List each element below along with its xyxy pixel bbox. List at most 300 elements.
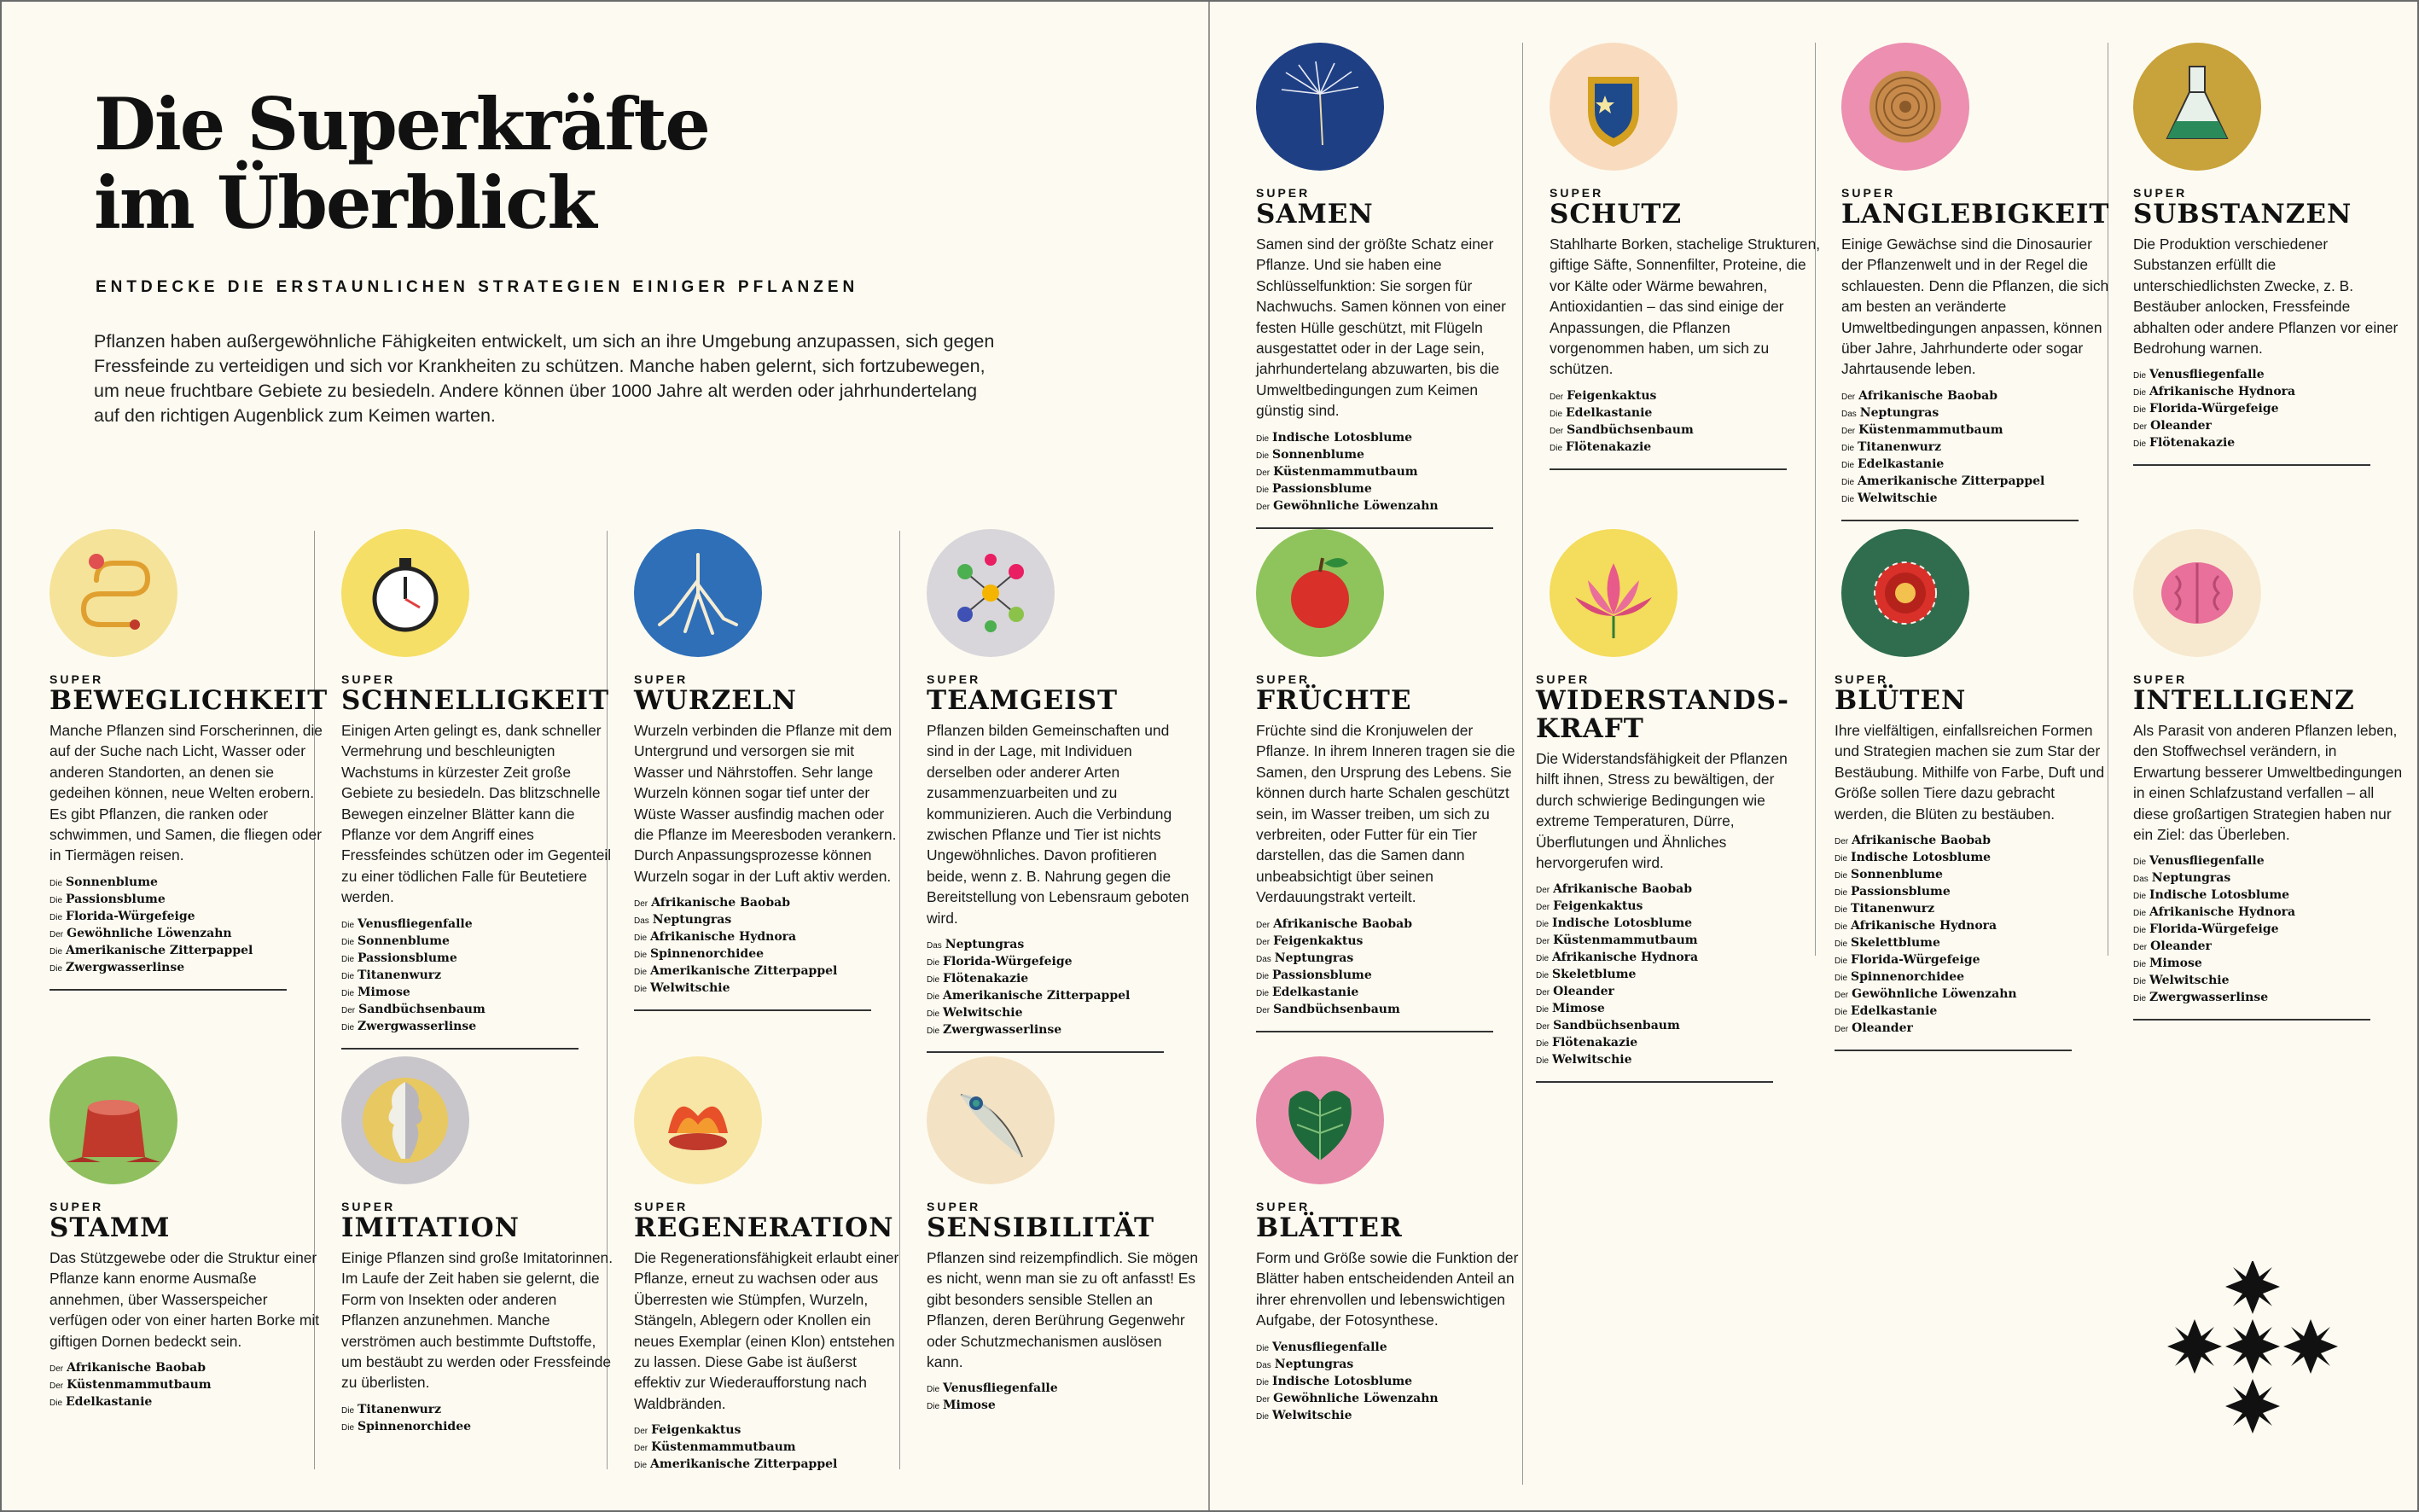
super-label: SUPER: [634, 672, 689, 686]
plant-name: Afrikanische Baobab: [1852, 834, 1991, 848]
plant-name: Zwergwasserlinse: [66, 960, 185, 974]
plant-article: Der: [1256, 937, 1271, 947]
plant-list-item: [634, 895, 907, 912]
plant-name: Afrikanische Hydnora: [2149, 905, 2296, 920]
plant-list-item: [1256, 985, 1529, 1002]
plant-name: Küstenmammutbaum: [1858, 422, 2003, 437]
super-label: SUPER: [1256, 186, 1311, 200]
card-divider: [927, 1051, 1164, 1053]
superpower-card-samen: [1256, 43, 1529, 529]
card-title: SCHUTZ: [1550, 199, 1683, 230]
plant-list-item: [1550, 422, 1823, 439]
plant-name: Afrikanische Hydnora: [1851, 919, 1997, 933]
plant-article: Der: [49, 1381, 64, 1392]
card-description: Stahlharte Borken, stachelige Strukturen, giftige Säfte, Sonnenfilter, Proteine, die vor Kälte oder Wärme bewahren, Antioxidantien – das sind einige der Anpassungen, die Pflanzen vorgenommen haben, um sich zu schützen.: [1550, 236, 1821, 378]
plant-name: Neptungras: [652, 913, 732, 928]
plant-list-item: [1841, 439, 2114, 457]
plant-article: Die: [1256, 485, 1270, 495]
plant-name: Flötenakazie: [1566, 439, 1652, 454]
plant-article: Die: [2133, 439, 2147, 450]
plant-article: Der: [2133, 943, 2148, 953]
plant-name: Mimose: [358, 985, 410, 999]
plant-list-item: [1536, 984, 1809, 1001]
page-title: [94, 82, 709, 245]
plant-name: Edelkastanie: [1851, 1004, 1938, 1019]
plant-article: Die: [341, 1405, 355, 1416]
plant-article: Die: [1536, 971, 1550, 981]
plant-name: Neptungras: [945, 938, 1025, 952]
card-title: LANGLEBIGKEIT: [1841, 199, 2110, 230]
plant-list-item: [341, 1002, 614, 1019]
plant-article: Der: [1841, 426, 1856, 436]
plant-list-item: [1256, 481, 1529, 498]
card-description: Einige Gewächse sind die Dinosaurier der Pflanzenwelt und in der Regel die schlauesten. Denn die Pflanzen, die sich am besten an veränderte Umweltbedingungen anpassen, können über Jahre, Jahrhunderte oder sogar Jahrtausende leben.: [1841, 236, 2109, 378]
plant-name: Florida-Würgefeige: [66, 909, 195, 923]
plant-name: Florida-Würgefeige: [1851, 953, 1980, 968]
card-title: SAMEN: [1256, 199, 1374, 230]
plant-name: Welwitschie: [2149, 974, 2230, 988]
plant-article: Die: [1256, 1377, 1270, 1387]
plant-article: Der: [1550, 392, 1564, 402]
dandelion-seed-icon: [1256, 43, 1384, 171]
plant-list-item: [2133, 904, 2406, 922]
card-title: SUBSTANZEN: [2133, 199, 2352, 230]
superpower-card-blueten: [1835, 529, 2108, 1051]
superpower-card-blaetter: [1256, 1056, 1529, 1425]
card-description: Früchte sind die Kronjuwelen der Pflanze. In ihrem Inneren tragen sie die Samen, den Ursprung des Lebens. Sie können durch harte Schalen geschützt sein, im Wasser treiben, um sich zu verbreiten, oder Futter für ein Tier darstellen, das die Samen dann unbeabsichtigt über seinen Verdauungstrakt verteilt.: [1256, 722, 1515, 906]
plant-list-item: [927, 988, 1200, 1005]
plant-article: Die: [49, 1399, 63, 1409]
superpower-card-widerstandskraft: [1536, 529, 1809, 1083]
card-title: TEAMGEIST: [927, 685, 1119, 716]
plant-name: Amerikanische Zitterpappel: [1858, 474, 2045, 488]
plant-article: Die: [1835, 922, 1848, 933]
plant-list-item: [927, 1381, 1200, 1398]
plant-article: Die: [927, 1009, 940, 1020]
card-description: Einigen Arten gelingt es, dank schneller Vermehrung und beschleunigten Wachstums in kürzester Zeit große Gebiete zu besiedeln. Das blitzschnelle Bewegen einzelner Blätter kann die Pflanze vor dem Angriff eines Fressfeindes schützen oder im Gegenteil zu einer tödlichen Falle für Beutetiere werden.: [341, 722, 612, 906]
plant-list-item: [1835, 884, 2108, 901]
plant-list-item: [2133, 367, 2406, 384]
card-title-line-2: KRAFT: [1536, 713, 1644, 744]
network-icon: [927, 529, 1055, 657]
plant-article: Das: [1841, 409, 1857, 419]
plant-name: Venusfliegenfalle: [1272, 1340, 1387, 1354]
plant-list-item: [2133, 870, 2406, 887]
plant-article: Der: [634, 1444, 648, 1454]
plant-name: Edelkastanie: [1566, 405, 1653, 420]
plant-list-item: [341, 933, 614, 951]
plant-name: Küstenmammutbaum: [1553, 933, 1698, 948]
super-label: SUPER: [1835, 672, 1889, 686]
plant-article: Die: [1536, 920, 1550, 930]
plant-article: Die: [1835, 905, 1848, 916]
card-description: Pflanzen sind reizempfindlich. Sie mögen es nicht, wenn man sie zu oft anfasst! Es gibt besonders sensible Stellen an Pflanzen, deren Berührung Gegenwehr oder Schutzmechanismen auslösen kann.: [927, 1249, 1199, 1371]
plant-name: Zwergwasserlinse: [2149, 991, 2269, 1005]
plant-article: Der: [1835, 1025, 1849, 1035]
plant-name: Amerikanische Zitterpappel: [943, 989, 1131, 1003]
plant-article: Die: [1835, 957, 1848, 967]
plant-list-item: [49, 909, 323, 926]
plant-list-item: [49, 1360, 323, 1377]
plant-list-item: [927, 1022, 1200, 1039]
plant-name: Oleander: [2150, 419, 2212, 433]
card-description: Die Regenerationsfähigkeit erlaubt einer Pflanze, erneut zu wachsen oder aus Überresten wie Stümpfen, Wurzeln, Stängeln, Ablegern oder Knollen ein neues Exemplar (einen Klon) entstehen zu lassen. Diese Gabe ist äußerst effektiv zur Wiederaufforstung nach Waldbränden.: [634, 1249, 899, 1412]
card-divider: [1256, 1031, 1493, 1032]
superpower-card-beweglichkeit: [49, 529, 329, 991]
plant-list-item: [1256, 498, 1529, 515]
plant-list: [341, 1402, 614, 1436]
super-label: SUPER: [1256, 672, 1311, 686]
plant-name: Flötenakazie: [1552, 1036, 1638, 1050]
plant-list-item: [49, 943, 323, 960]
plant-name: Sandbüchsenbaum: [358, 1002, 486, 1016]
plant-list-item: [1256, 1340, 1529, 1357]
plant-name: Küstenmammutbaum: [651, 1440, 796, 1455]
plant-list-item: [1841, 491, 2114, 508]
plant-list-item: [1835, 935, 2108, 952]
plant-list-item: [1256, 1408, 1529, 1425]
plant-name: Afrikanische Baobab: [651, 896, 790, 910]
plant-list-item: [1536, 950, 1809, 967]
plant-list-item: [341, 1019, 614, 1036]
plant-list: [1256, 430, 1529, 515]
plant-list-item: [2133, 418, 2406, 435]
plant-list-item: [2133, 990, 2406, 1007]
plant-list-item: [927, 954, 1200, 971]
plant-article: Die: [2133, 892, 2147, 902]
plant-article: Die: [1256, 988, 1270, 998]
plant-name: Oleander: [2150, 939, 2212, 954]
plant-name: Sonnenblume: [66, 875, 158, 889]
plant-list-item: [2133, 973, 2406, 990]
plant-name: Indische Lotosblume: [1552, 916, 1693, 931]
plant-list-item: [1536, 881, 1809, 898]
plant-article: Die: [1536, 1005, 1550, 1015]
plant-article: Die: [1841, 443, 1855, 453]
plant-name: Amerikanische Zitterpappel: [650, 964, 838, 979]
plant-article: Der: [1536, 886, 1550, 896]
card-description: Einige Pflanzen sind große Imitatorinnen. Im Laufe der Zeit haben sie gelernt, die Form von Insekten oder anderen Pflanzen anzunehmen. Manche verströmen auch bestimmte Duftstoffe, um bestäubt zu werden oder Fressfeinde zu überlisten.: [341, 1249, 613, 1392]
plant-name: Afrikanische Baobab: [1858, 388, 1997, 403]
plant-list-item: [49, 960, 323, 977]
plant-article: Die: [1536, 954, 1550, 964]
plant-name: Mimose: [943, 1399, 996, 1413]
plant-name: Mimose: [2149, 957, 2202, 971]
plant-name: Feigenkaktus: [651, 1423, 741, 1438]
intro-paragraph: Pflanzen haben außergewöhnliche Fähigkeiten entwickelt, um sich an ihre Umgebung anzupassen, sich gegen Fressfeinde zu verteidigen und sich vor Krankheiten zu schützen. Manche haben gelernt, sich fortzubewegen, um neue fruchtbare Gebiete zu besiedeln. Andere können über 1000 Jahre alt werden oder jahrhundertelang auf den richtigen Augenblick zum Keimen warten.: [94, 331, 995, 426]
two-faces-icon: [341, 1056, 469, 1184]
plant-article: Die: [2133, 926, 2147, 936]
plant-article: Der: [1536, 903, 1550, 913]
card-description: Ihre vielfältigen, einfallsreichen Formen und Strategien machen sie zum Star der Bestäubung. Mithilfe von Farbe, Duft und Größe sollen Tiere dazu gebracht werden, die Blüten zu bestäuben.: [1835, 722, 2105, 823]
plant-name: Florida-Würgefeige: [2149, 402, 2279, 416]
stars-decoration-icon: [2167, 1261, 2338, 1440]
plant-article: Die: [341, 1022, 355, 1032]
plant-article: Der: [634, 899, 648, 910]
plant-article: Die: [634, 1461, 648, 1471]
card-description: Manche Pflanzen sind Forscherinnen, die auf der Suche nach Licht, Wasser oder anderen Standorten, an denen sie gedeihen können, neue Welten erobern. Es gibt Pflanzen, die ranken oder schwimmen, und Samen, die fliegen oder in Tiermägen reisen.: [49, 722, 323, 864]
plant-list: [1256, 1340, 1529, 1425]
plant-name: Passionsblume: [358, 951, 457, 965]
super-label: SUPER: [927, 672, 981, 686]
plant-name: Feigenkaktus: [1273, 933, 1364, 948]
plant-article: Die: [49, 963, 63, 974]
plant-article: Die: [927, 992, 940, 1003]
card-title: REGENERATION: [634, 1213, 894, 1243]
shield-icon: [1550, 43, 1678, 171]
plant-name: Afrikanische Hydnora: [2149, 385, 2296, 399]
plant-name: Florida-Würgefeige: [2149, 922, 2279, 937]
plant-list-item: [634, 946, 907, 963]
plant-list-item: [1841, 388, 2114, 405]
plant-name: Neptungras: [1274, 951, 1354, 965]
super-label: SUPER: [1536, 672, 1590, 686]
plant-article: Die: [341, 971, 355, 981]
plant-name: Welwitschie: [1272, 1408, 1352, 1422]
superpower-card-wurzeln: [634, 529, 907, 1011]
plant-article: Die: [2133, 977, 2147, 987]
plant-name: Sonnenblume: [1272, 447, 1364, 462]
plant-list-item: [1256, 1391, 1529, 1408]
plant-list-item: [2133, 939, 2406, 956]
plant-name: Indische Lotosblume: [2149, 888, 2290, 903]
plant-list-item: [1256, 430, 1529, 447]
plant-list-item: [49, 1377, 323, 1394]
plant-list-item: [1256, 968, 1529, 985]
plant-name: Welwitschie: [943, 1006, 1023, 1021]
plant-name: Indische Lotosblume: [1272, 430, 1413, 445]
plant-article: Die: [1835, 939, 1848, 950]
superpower-card-regeneration: [634, 1056, 907, 1474]
super-label: SUPER: [1256, 1200, 1311, 1213]
plant-name: Afrikanische Baobab: [1273, 916, 1412, 931]
plant-article: Der: [1841, 392, 1856, 402]
plant-article: Der: [49, 1364, 64, 1375]
card-title: BLÄTTER: [1256, 1213, 1403, 1243]
plant-name: Venusfliegenfalle: [2149, 854, 2265, 869]
plant-list-item: [1550, 388, 1823, 405]
plant-list: [927, 937, 1200, 1039]
plant-list: [634, 1422, 907, 1474]
plant-list: [341, 916, 614, 1036]
plant-list-item: [1536, 1052, 1809, 1069]
card-divider: [634, 1009, 871, 1011]
plant-name: Indische Lotosblume: [1272, 1374, 1413, 1388]
plant-list-item: [1841, 457, 2114, 474]
plant-list-item: [1256, 447, 1529, 464]
plant-name: Venusfliegenfalle: [943, 1381, 1058, 1396]
plant-list-item: [1536, 1018, 1809, 1035]
title-line-1: Die Superkräfte: [94, 82, 709, 166]
plant-article: Die: [1256, 971, 1270, 981]
card-title: STAMM: [49, 1213, 171, 1243]
plant-article: Die: [1835, 1008, 1848, 1018]
plant-article: Die: [2133, 388, 2147, 398]
plant-list: [2133, 367, 2406, 452]
plant-list-item: [2133, 956, 2406, 973]
plant-list-item: [341, 1419, 614, 1436]
brain-icon: [2133, 529, 2261, 657]
plant-list: [49, 1360, 323, 1411]
plant-name: Titanenwurz: [358, 968, 442, 982]
plant-list-item: [1841, 422, 2114, 439]
plant-article: Die: [1550, 443, 1563, 453]
plant-name: Passionsblume: [1851, 885, 1951, 899]
plant-article: Die: [634, 968, 648, 978]
plant-name: Passionsblume: [1272, 968, 1372, 982]
plant-name: Neptungras: [2151, 871, 2231, 886]
plant-article: Der: [1536, 988, 1550, 998]
plant-list-item: [927, 1005, 1200, 1022]
plant-list-item: [1835, 850, 2108, 867]
plant-list-item: [634, 1422, 907, 1439]
super-label: SUPER: [634, 1200, 689, 1213]
plant-name: Flötenakazie: [943, 972, 1029, 986]
plant-article: Der: [1256, 1005, 1271, 1015]
page-gutter: [1208, 0, 1210, 1512]
super-label: SUPER: [1550, 186, 1604, 200]
plant-article: Die: [927, 1402, 940, 1412]
card-title: SCHNELLIGKEIT: [341, 685, 610, 716]
super-label: SUPER: [927, 1200, 981, 1213]
superpower-card-stamm: [49, 1056, 323, 1411]
plant-list-item: [1256, 916, 1529, 933]
plant-article: Die: [49, 946, 63, 957]
plant-name: Venusfliegenfalle: [358, 916, 473, 931]
plant-list-item: [341, 985, 614, 1002]
plant-name: Küstenmammutbaum: [67, 1378, 212, 1393]
plant-name: Skelettblume: [1851, 936, 1940, 951]
plant-list-item: [49, 1394, 323, 1411]
plant-list-item: [1841, 405, 2114, 422]
card-description: Wurzeln verbinden die Pflanze mit dem Untergrund und versorgen sie mit Wasser und Nährstoffen. Sehr lange Wurzeln können sogar tief unter der Wüste Wasser ausfindig machen oder die Pflanze im Meeresboden verankern. Durch Anpassungsprozesse können Wurzeln sogar in der Luft aktiv werden.: [634, 722, 897, 885]
plant-list-item: [1835, 918, 2108, 935]
plant-article: Die: [1256, 1343, 1270, 1353]
plant-list-item: [341, 1402, 614, 1419]
superpower-card-schnelligkeit: [341, 529, 614, 1050]
card-title: WIDERSTANDS-: [1536, 685, 1790, 716]
plant-article: Die: [1256, 451, 1270, 461]
plant-article: Die: [1550, 409, 1563, 419]
plant-list-item: [1536, 1001, 1809, 1018]
super-label: SUPER: [1841, 186, 1896, 200]
rose-icon: [1841, 529, 1969, 657]
plant-list-item: [49, 892, 323, 909]
stopwatch-icon: [341, 529, 469, 657]
plant-list-item: [634, 963, 907, 980]
plant-list-item: [1835, 986, 2108, 1003]
plant-article: Das: [634, 916, 649, 927]
superpower-card-substanzen: [2133, 43, 2406, 466]
plant-name: Sandbüchsenbaum: [1553, 1019, 1680, 1033]
plant-article: Die: [1835, 854, 1848, 864]
plant-article: Der: [341, 1005, 356, 1015]
plant-list-item: [2133, 384, 2406, 401]
plant-name: Zwergwasserlinse: [358, 1019, 477, 1033]
superpower-card-fruechte: [1256, 529, 1529, 1032]
plant-name: Gewöhnliche Löwenzahn: [1852, 987, 2017, 1002]
plant-article: Die: [2133, 405, 2147, 416]
plant-article: Die: [1835, 871, 1848, 881]
superpower-card-schutz: [1550, 43, 1823, 470]
plant-article: Der: [1550, 426, 1564, 436]
plant-list-item: [2133, 853, 2406, 870]
plant-article: Die: [927, 958, 940, 968]
plant-name: Gewöhnliche Löwenzahn: [1273, 498, 1439, 513]
root-icon: [634, 529, 762, 657]
plant-list-item: [2133, 435, 2406, 452]
superpower-card-imitation: [341, 1056, 614, 1436]
plant-name: Spinnenorchidee: [650, 947, 765, 962]
plant-list: [49, 875, 323, 977]
plant-article: Die: [1256, 1411, 1270, 1422]
card-description: Form und Größe sowie die Funktion der Blätter haben entscheidenden Anteil an ihrer ehrenvollen und lebenswichtigen Aufgabe, der Fotosynthese.: [1256, 1249, 1519, 1329]
super-label: SUPER: [2133, 186, 2188, 200]
superpower-card-teamgeist: [927, 529, 1200, 1053]
plant-article: Die: [634, 951, 648, 961]
plant-list-item: [1536, 898, 1809, 916]
flask-icon: [2133, 43, 2261, 171]
plant-name: Welwitschie: [650, 981, 730, 996]
plant-name: Venusfliegenfalle: [2149, 368, 2265, 382]
plant-name: Gewöhnliche Löwenzahn: [67, 926, 232, 940]
plant-article: Die: [1841, 477, 1855, 487]
plant-list-item: [1536, 916, 1809, 933]
card-title: INTELLIGENZ: [2133, 685, 2355, 716]
plant-list-item: [1835, 969, 2108, 986]
plant-name: Edelkastanie: [1858, 457, 1945, 471]
super-label: SUPER: [2133, 672, 2188, 686]
plant-article: Die: [1835, 888, 1848, 898]
plant-name: Titanenwurz: [358, 1402, 442, 1416]
plant-list: [1550, 388, 1823, 457]
plant-article: Das: [2133, 875, 2149, 885]
plant-name: Sandbüchsenbaum: [1273, 1002, 1400, 1016]
plant-list-item: [2133, 401, 2406, 418]
plant-list-item: [1841, 474, 2114, 491]
plant-article: Der: [1256, 920, 1271, 930]
plant-list-item: [1536, 933, 1809, 950]
plant-article: Der: [1256, 1394, 1271, 1404]
plant-list-item: [1256, 951, 1529, 968]
plant-list-item: [1835, 833, 2108, 850]
plant-list-item: [2133, 922, 2406, 939]
plant-article: Die: [1835, 974, 1848, 984]
plant-list-item: [1536, 1035, 1809, 1052]
plant-article: Die: [341, 937, 355, 947]
plant-list-item: [634, 1457, 907, 1474]
plant-name: Welwitschie: [1552, 1053, 1632, 1067]
plant-list-item: [634, 912, 907, 929]
plant-article: Die: [341, 988, 355, 998]
card-divider: [49, 989, 287, 991]
plant-name: Spinnenorchidee: [358, 1419, 472, 1433]
plant-article: Der: [49, 929, 64, 939]
plant-list: [2133, 853, 2406, 1007]
plant-name: Oleander: [1852, 1021, 1913, 1036]
card-description: Die Widerstandsfähigkeit der Pflanzen hilft ihnen, Stress zu bewältigen, der durch schwierige Bedingungen wie extreme Temperaturen, Dürre, Überflutungen und Ähnliches hervorgerufen wird.: [1536, 750, 1788, 872]
plant-article: Der: [634, 1427, 648, 1437]
plant-article: Die: [341, 920, 355, 930]
tree-rings-icon: [1841, 43, 1969, 171]
card-divider: [1536, 1081, 1773, 1083]
plant-name: Sandbüchsenbaum: [1567, 422, 1694, 437]
plant-name: Indische Lotosblume: [1851, 851, 1992, 865]
map-route-icon: [49, 529, 177, 657]
plant-list: [927, 1381, 1200, 1415]
plant-article: Die: [634, 985, 648, 995]
plant-article: Der: [1536, 1022, 1550, 1032]
